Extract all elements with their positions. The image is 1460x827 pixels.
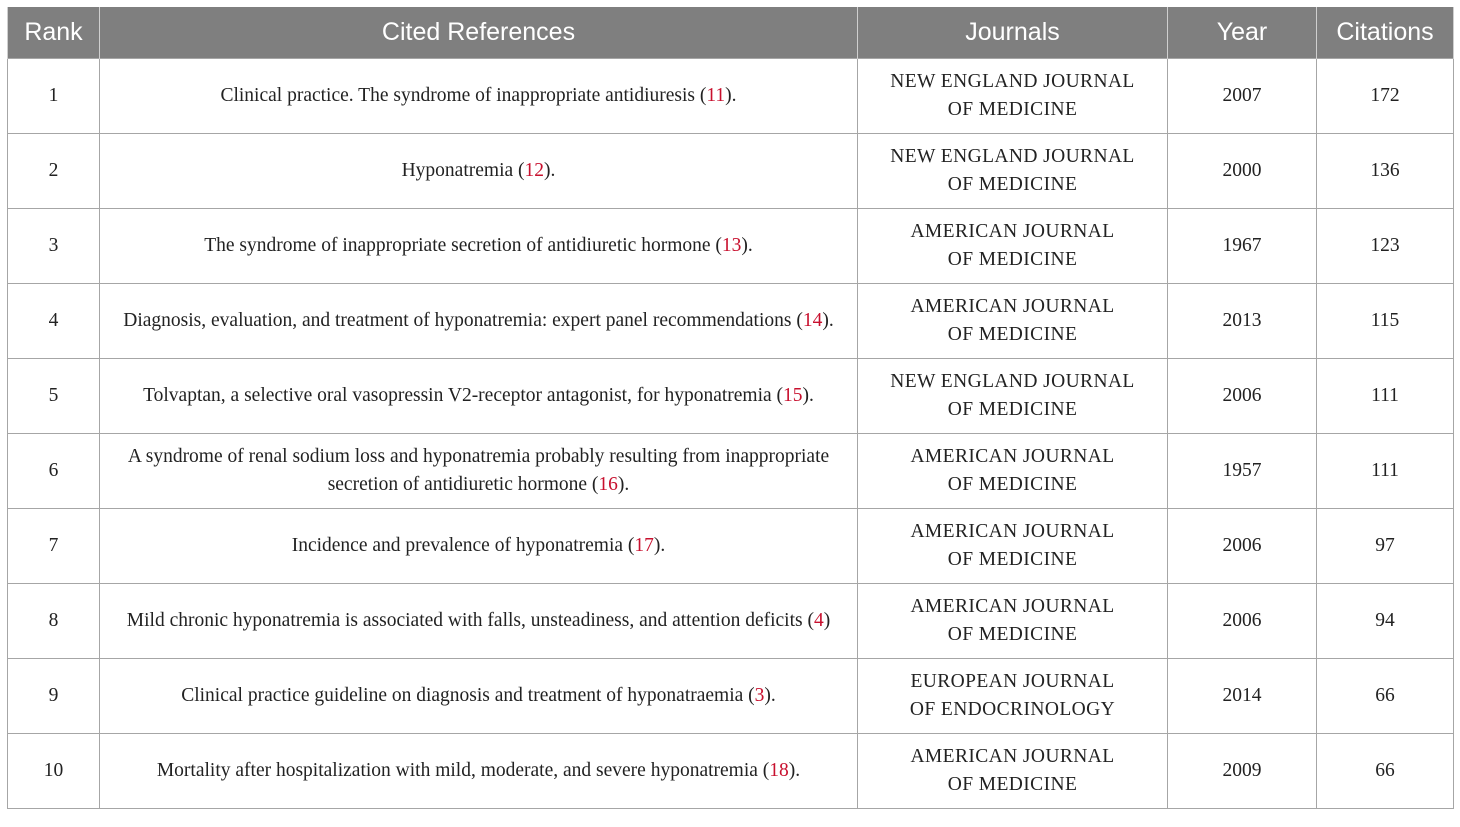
citation-link[interactable]: 16 xyxy=(598,474,618,495)
table-row xyxy=(8,584,1454,659)
reference-text-end: ). xyxy=(617,474,630,495)
citation-link[interactable]: 18 xyxy=(769,760,789,781)
reference-text-end: ). xyxy=(653,535,666,556)
citations-cell: 111 xyxy=(1317,359,1454,434)
reference-cell xyxy=(100,359,858,434)
header-rank: Rank xyxy=(8,7,100,59)
journal-line: OF MEDICINE xyxy=(947,474,1078,495)
citations-cell: 66 xyxy=(1317,734,1454,809)
table-row xyxy=(8,659,1454,734)
journal-line: AMERICAN JOURNAL xyxy=(910,596,1115,617)
reference-cell xyxy=(100,734,858,809)
cited-references-table xyxy=(7,7,1454,809)
reference-text-end: ). xyxy=(544,160,556,181)
journal-line: NEW ENGLAND JOURNAL xyxy=(890,371,1135,392)
citations-cell: 123 xyxy=(1317,209,1454,284)
table-row xyxy=(8,734,1454,809)
reference-text-end: ). xyxy=(764,685,776,706)
citations-cell: 94 xyxy=(1317,584,1454,659)
rank-cell: 5 xyxy=(8,359,100,434)
header-row xyxy=(8,7,1454,59)
citations-cell: 111 xyxy=(1317,434,1454,509)
journal-line: OF MEDICINE xyxy=(947,774,1078,795)
journal-cell xyxy=(858,584,1168,659)
citation-link[interactable]: 15 xyxy=(783,385,803,406)
journal-line: OF MEDICINE xyxy=(947,624,1078,645)
citation-link[interactable]: 14 xyxy=(802,310,823,331)
citation-link[interactable]: 17 xyxy=(634,535,654,556)
rank-cell: 3 xyxy=(8,209,100,284)
reference-text: A syndrome of renal sodium loss and hyponatremia probably resulting from inappropriate secretion of antidiuretic hormone ( xyxy=(127,446,830,495)
journal-cell xyxy=(858,734,1168,809)
rank-cell: 7 xyxy=(8,509,100,584)
reference-text: Incidence and prevalence of hyponatremia ( xyxy=(291,535,635,556)
journal-cell xyxy=(858,59,1168,134)
reference-cell xyxy=(100,434,858,509)
reference-cell xyxy=(100,209,858,284)
header-year: Year xyxy=(1168,7,1317,59)
header-cited-references: Cited References xyxy=(100,7,858,59)
table-row xyxy=(8,284,1454,359)
table-row xyxy=(8,134,1454,209)
journal-cell xyxy=(858,659,1168,734)
year-cell: 2006 xyxy=(1168,509,1317,584)
citation-link[interactable]: 12 xyxy=(524,160,545,181)
reference-text: Diagnosis, evaluation, and treatment of hyponatremia: expert panel recommendations ( xyxy=(123,310,803,331)
reference-text-end: ). xyxy=(725,85,737,106)
year-cell: 2006 xyxy=(1168,584,1317,659)
table-row xyxy=(8,359,1454,434)
journal-cell xyxy=(858,209,1168,284)
journal-cell xyxy=(858,134,1168,209)
citations-cell: 136 xyxy=(1317,134,1454,209)
reference-text: Mortality after hospitalization with mild, moderate, and severe hyponatremia ( xyxy=(156,760,770,781)
header-citations: Citations xyxy=(1317,7,1454,59)
journal-line: NEW ENGLAND JOURNAL xyxy=(890,71,1135,92)
table-body xyxy=(8,59,1454,809)
rank-cell: 4 xyxy=(8,284,100,359)
journal-line: AMERICAN JOURNAL xyxy=(910,521,1115,542)
year-cell: 2013 xyxy=(1168,284,1317,359)
journal-line: NEW ENGLAND JOURNAL xyxy=(890,146,1135,167)
table-row xyxy=(8,59,1454,134)
table-row xyxy=(8,434,1454,509)
journal-cell xyxy=(858,434,1168,509)
table-row xyxy=(8,209,1454,284)
reference-text-end: ). xyxy=(802,385,814,406)
journal-line: OF MEDICINE xyxy=(947,549,1078,570)
citation-link[interactable]: 13 xyxy=(721,235,742,256)
rank-cell: 9 xyxy=(8,659,100,734)
table-row xyxy=(8,509,1454,584)
citations-cell: 172 xyxy=(1317,59,1454,134)
journal-line: OF MEDICINE xyxy=(947,174,1078,195)
journal-line: AMERICAN JOURNAL xyxy=(910,296,1115,317)
reference-cell xyxy=(100,509,858,584)
rank-cell: 2 xyxy=(8,134,100,209)
year-cell: 1957 xyxy=(1168,434,1317,509)
rank-cell: 6 xyxy=(8,434,100,509)
year-cell: 2014 xyxy=(1168,659,1317,734)
citations-cell: 115 xyxy=(1317,284,1454,359)
header-journals: Journals xyxy=(858,7,1168,59)
reference-text: Tolvaptan, a selective oral vasopressin V2-receptor antagonist, for hyponatremia ( xyxy=(143,385,784,406)
reference-text: Clinical practice guideline on diagnosis and treatment of hyponatraemia ( xyxy=(181,685,755,706)
reference-text: Clinical practice. The syndrome of inappropriate antidiuresis ( xyxy=(220,85,707,106)
journal-line: OF MEDICINE xyxy=(947,99,1078,120)
reference-cell xyxy=(100,59,858,134)
reference-text-end: ). xyxy=(822,310,834,331)
citation-link[interactable]: 4 xyxy=(813,610,824,631)
rank-cell: 8 xyxy=(8,584,100,659)
reference-text: The syndrome of inappropriate secretion of antidiuretic hormone ( xyxy=(204,235,722,256)
year-cell: 2006 xyxy=(1168,359,1317,434)
rank-cell: 1 xyxy=(8,59,100,134)
journal-line: AMERICAN JOURNAL xyxy=(910,446,1115,467)
rank-cell: 10 xyxy=(8,734,100,809)
year-cell: 2009 xyxy=(1168,734,1317,809)
journal-cell xyxy=(858,509,1168,584)
reference-cell xyxy=(100,584,858,659)
citation-link[interactable]: 3 xyxy=(754,685,765,706)
reference-text-end: ). xyxy=(741,235,753,256)
journal-cell xyxy=(858,284,1168,359)
journal-line: OF ENDOCRINOLOGY xyxy=(909,699,1116,720)
reference-text-end: ). xyxy=(788,760,801,781)
journal-line: OF MEDICINE xyxy=(947,399,1078,420)
year-cell: 2007 xyxy=(1168,59,1317,134)
journal-line: OF MEDICINE xyxy=(947,324,1078,345)
reference-cell xyxy=(100,134,858,209)
year-cell: 2000 xyxy=(1168,134,1317,209)
reference-text-end: ) xyxy=(823,610,831,631)
journal-line: AMERICAN JOURNAL xyxy=(910,221,1115,242)
reference-cell xyxy=(100,284,858,359)
journal-line: AMERICAN JOURNAL xyxy=(910,746,1115,767)
journal-line: OF MEDICINE xyxy=(947,249,1078,270)
reference-text: Hyponatremia ( xyxy=(401,160,525,181)
citations-cell: 97 xyxy=(1317,509,1454,584)
year-cell: 1967 xyxy=(1168,209,1317,284)
table-header xyxy=(8,7,1454,59)
journal-line: EUROPEAN JOURNAL xyxy=(910,671,1115,692)
citation-link[interactable]: 11 xyxy=(706,85,726,106)
reference-text: Mild chronic hyponatremia is associated with falls, unsteadiness, and attention deficits ( xyxy=(126,610,814,631)
journal-cell xyxy=(858,359,1168,434)
citations-cell: 66 xyxy=(1317,659,1454,734)
reference-cell xyxy=(100,659,858,734)
